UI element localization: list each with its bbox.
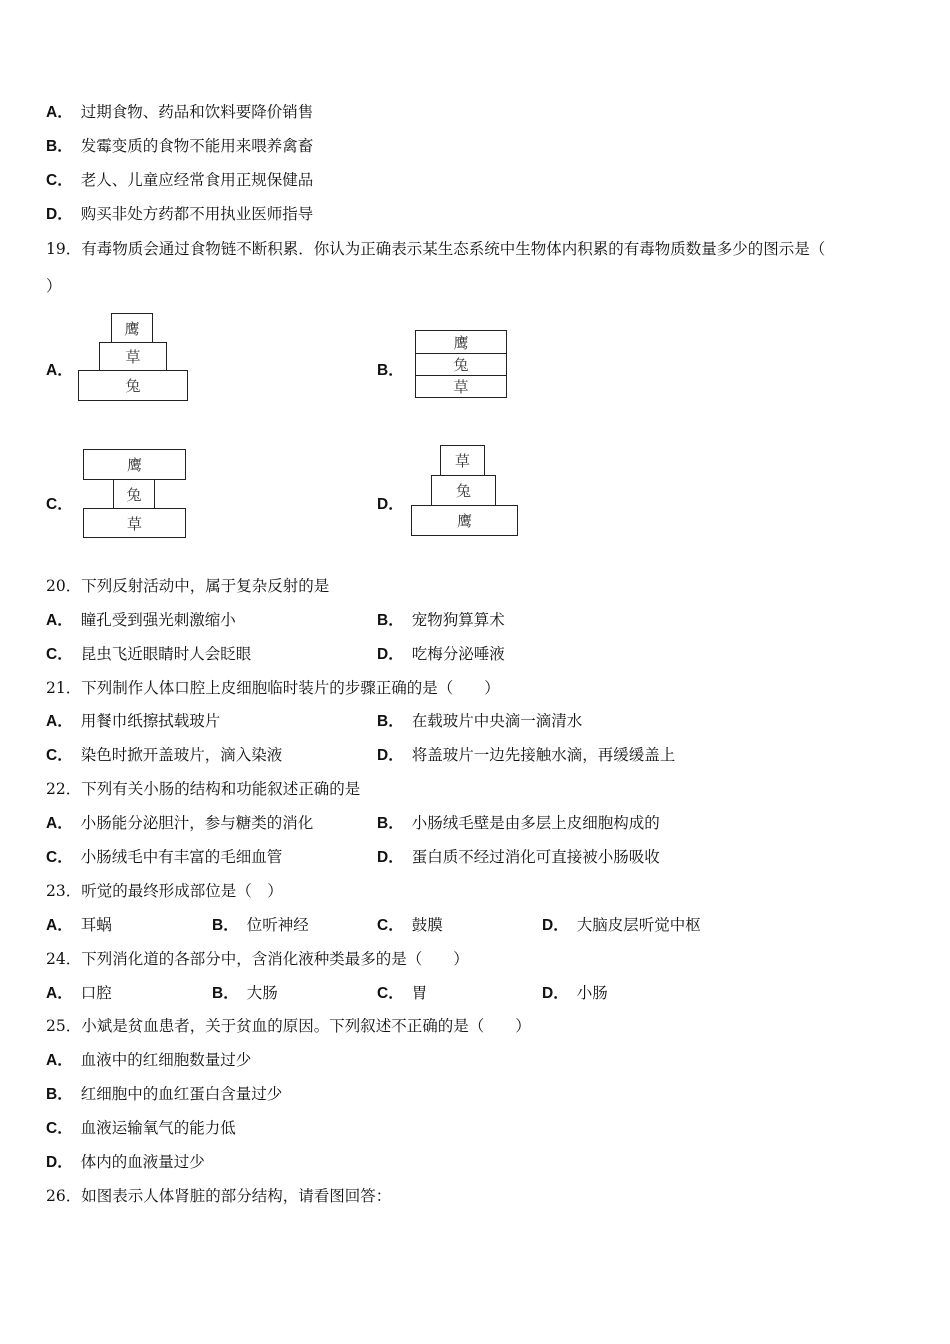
q19-stem-end: ） [46,277,62,295]
pyramid-c [83,449,186,539]
q21-option-d[interactable] [377,745,675,766]
option-label: B． [377,612,404,629]
option-text: 吃梅分泌唾液 [411,645,505,663]
option-text: 用餐巾纸擦拭载玻片 [80,712,221,730]
option-label: D． [377,849,404,866]
option-label: A． [46,985,73,1002]
option-label: D． [542,985,569,1002]
q18-option-b[interactable] [46,136,313,157]
option-label: A． [46,104,73,121]
option-text: 在载玻片中央滴一滴清水 [411,712,583,730]
q23-option-a[interactable] [46,915,112,936]
pyramid-b-level-mid: 兔 [415,353,507,376]
q26-stem: 26．如图表示人体肾脏的部分结构，请看图回答： [46,1187,392,1205]
pyramid-c-level-top: 鹰 [83,449,186,480]
option-text: 血液运输氧气的能力低 [80,1119,236,1137]
option-text: 染色时掀开盖玻片，滴入染液 [80,746,283,764]
option-label: D． [377,496,404,513]
pyramid-a-level-mid: 草 [99,342,167,371]
q22-option-b[interactable] [377,813,660,834]
q25-option-b[interactable] [46,1084,282,1105]
option-text: 瞳孔受到强光刺激缩小 [80,611,236,629]
option-label: A． [46,713,73,730]
option-text: 耳蜗 [80,916,112,934]
q19-option-b[interactable] [377,360,412,381]
option-text: 小肠绒毛中有丰富的毛细血管 [80,848,283,866]
q21-stem: 21．下列制作人体口腔上皮细胞临时装片的步骤正确的是（ ） [46,679,500,697]
option-text: 鼓膜 [411,916,443,934]
option-label: D． [377,646,404,663]
option-text: 大肠 [246,984,278,1002]
pyramid-b-level-top: 鹰 [415,330,507,354]
option-text: 小肠 [576,984,608,1002]
q19-option-a[interactable] [46,360,81,381]
option-label: B． [46,1086,73,1103]
option-label: B． [377,713,404,730]
option-label: C． [46,1120,73,1137]
option-label: D． [46,1154,73,1171]
option-label: B． [212,917,239,934]
q21-option-c[interactable] [46,745,282,766]
option-label: D． [377,747,404,764]
q24-option-a[interactable] [46,983,112,1004]
pyramid-a-level-bottom: 兔 [78,370,188,401]
option-text: 口腔 [80,984,112,1002]
pyramid-d-level-top: 草 [440,445,485,476]
option-label: C． [377,917,404,934]
q20-stem: 20．下列反射活动中，属于复杂反射的是 [46,577,330,595]
q25-option-d[interactable] [46,1152,205,1173]
q19-stem: 19．有毒物质会通过食物链不断积累．你认为正确表示某生态系统中生物体内积累的有毒物质数量多少的图示是（ [46,240,826,258]
q23-option-b[interactable] [212,915,309,936]
pyramid-c-level-bottom: 草 [83,508,186,538]
option-label: C． [377,985,404,1002]
option-text: 将盖玻片一边先接触水滴，再缓缓盖上 [411,746,676,764]
option-label: B． [377,815,404,832]
option-text: 位听神经 [246,916,309,934]
option-label: C． [46,646,73,663]
q21-option-b[interactable] [377,711,582,732]
option-label: A． [46,815,73,832]
q20-option-a[interactable] [46,610,236,631]
pyramid-d [411,445,518,537]
q23-option-d[interactable] [542,915,701,936]
q19-option-c[interactable] [46,494,81,515]
option-label: A． [46,1052,73,1069]
q19-option-d[interactable] [377,494,412,515]
pyramid-b-level-bottom: 草 [415,375,507,398]
pyramid-a-level-top: 鹰 [111,313,153,343]
option-label: C． [46,172,73,189]
option-text: 蛋白质不经过消化可直接被小肠吸收 [411,848,660,866]
q24-option-d[interactable] [542,983,608,1004]
option-label: C． [46,849,73,866]
q22-option-c[interactable] [46,847,282,868]
pyramid-c-level-mid: 兔 [113,479,155,509]
option-label: C． [46,496,73,513]
option-text: 购买非处方药都不用执业医师指导 [80,205,314,223]
option-label: B． [46,138,73,155]
option-text: 昆虫飞近眼睛时人会眨眼 [80,645,252,663]
q18-option-c[interactable] [46,170,313,191]
q25-option-c[interactable] [46,1118,236,1139]
option-text: 宠物狗算算术 [411,611,505,629]
pyramid-d-level-mid: 兔 [431,475,496,506]
q22-stem: 22．下列有关小肠的结构和功能叙述正确的是 [46,780,361,798]
q20-option-b[interactable] [377,610,505,631]
option-text: 胃 [411,984,428,1002]
option-text: 红细胞中的血红蛋白含量过少 [80,1085,283,1103]
q25-stem: 25．小斌是贫血患者，关于贫血的原因。下列叙述不正确的是（ ） [46,1017,531,1035]
pyramid-b [415,330,507,398]
q18-option-d[interactable] [46,204,313,225]
q21-option-a[interactable] [46,711,220,732]
option-text: 发霉变质的食物不能用来喂养禽畜 [80,137,314,155]
q25-option-a[interactable] [46,1050,251,1071]
pyramid-a [78,313,188,403]
q20-option-d[interactable] [377,644,505,665]
option-label: B． [377,362,404,379]
option-text: 过期食物、药品和饮料要降价销售 [80,103,314,121]
q24-option-b[interactable] [212,983,278,1004]
option-label: B． [212,985,239,1002]
q22-option-d[interactable] [377,847,660,868]
option-label: A． [46,917,73,934]
option-label: D． [46,206,73,223]
q24-stem: 24．下列消化道的各部分中，含消化液种类最多的是（ ） [46,950,469,968]
option-label: D． [542,917,569,934]
q23-stem: 23．听觉的最终形成部位是（ ） [46,882,283,900]
option-text: 大脑皮层听觉中枢 [576,916,701,934]
q24-option-c[interactable] [377,983,427,1004]
option-text: 血液中的红细胞数量过少 [80,1051,252,1069]
option-text: 小肠能分泌胆汁，参与糖类的消化 [80,814,314,832]
option-label: A． [46,362,73,379]
option-text: 小肠绒毛壁是由多层上皮细胞构成的 [411,814,660,832]
option-label: C． [46,747,73,764]
q20-option-c[interactable] [46,644,251,665]
option-text: 体内的血液量过少 [80,1153,205,1171]
q18-option-a[interactable] [46,102,313,123]
q23-option-c[interactable] [377,915,443,936]
option-label: A． [46,612,73,629]
pyramid-d-level-bottom: 鹰 [411,505,518,536]
option-text: 老人、儿童应经常食用正规保健品 [80,171,314,189]
q22-option-a[interactable] [46,813,313,834]
